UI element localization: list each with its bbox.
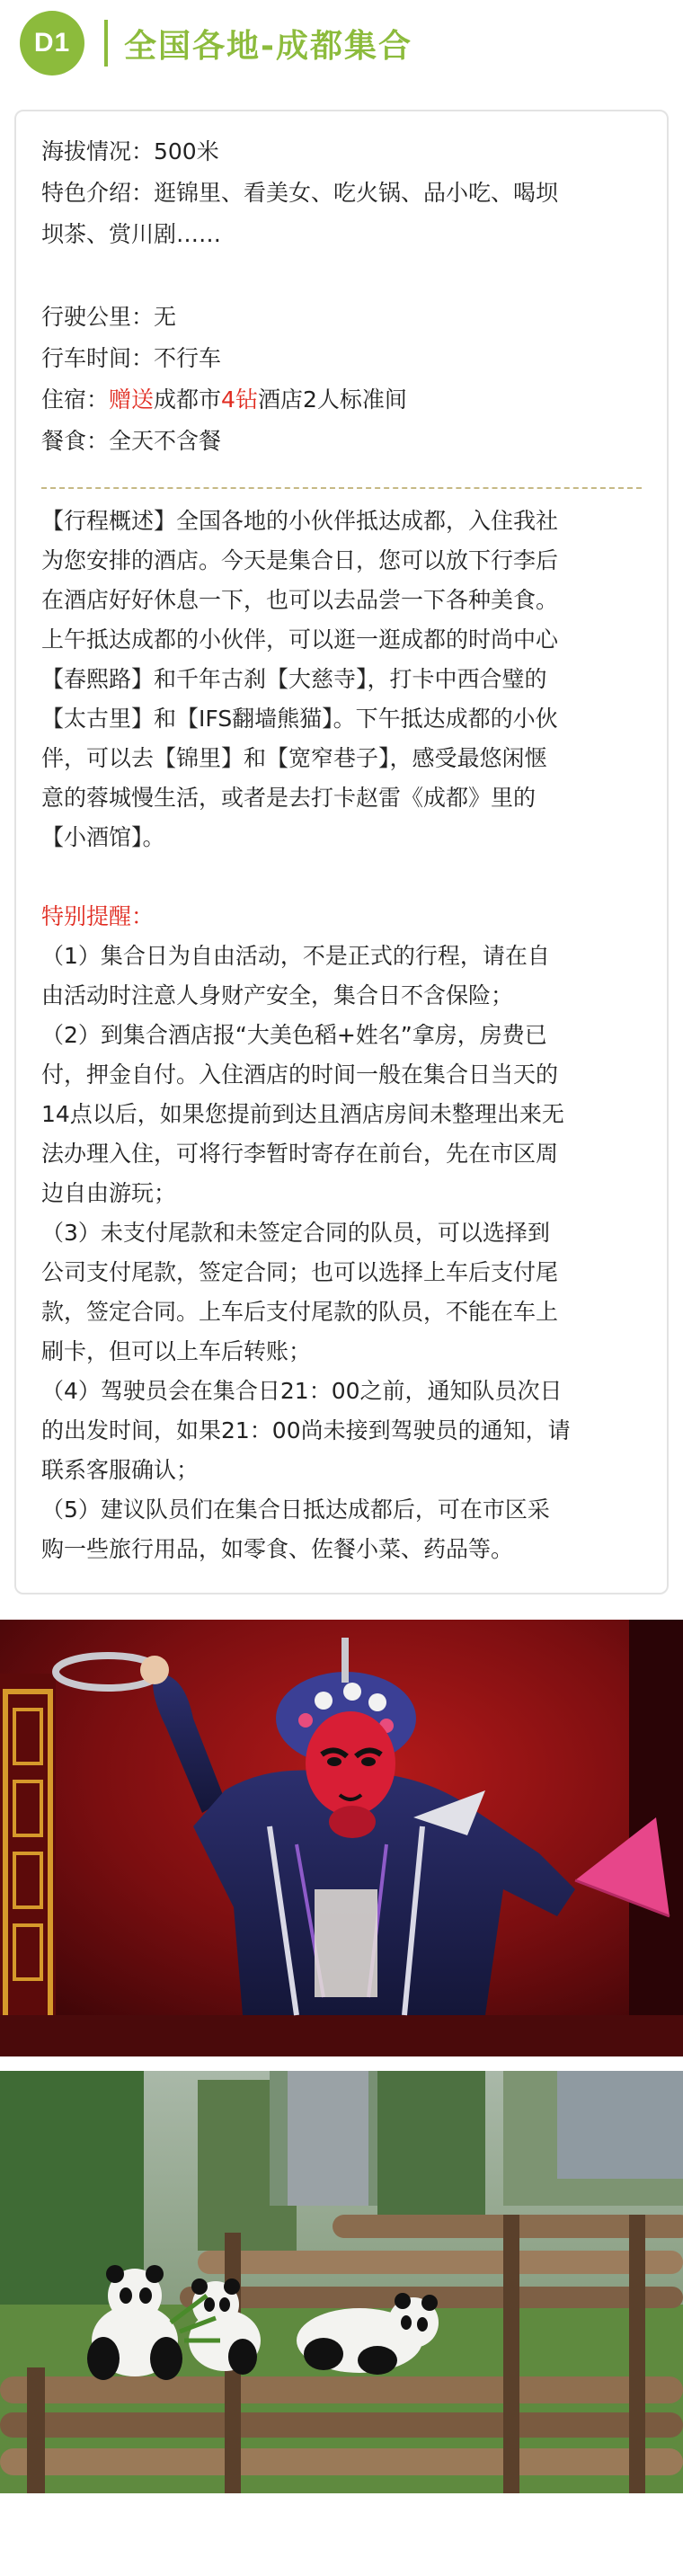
- reminder-line: （3）未支付尾款和未签定合同的队员，可以选择到: [41, 1220, 550, 1246]
- reminder-line: （5）建议队员们在集合日抵达成都后，可在市区采: [41, 1497, 550, 1523]
- reminder-line: 购一些旅行用品，如零食、佐餐小菜、药品等。: [41, 1536, 514, 1562]
- reminder-line: 刷卡，但可以上车后转账；: [41, 1338, 312, 1364]
- overview-line: 意的蓉城慢生活，或者是去打卡赵雷《成都》里的: [41, 785, 537, 811]
- info-section: [41, 111, 642, 462]
- overview-line: 【春熙路】和千年古刹【大慈寺】，打卡中西合璧的: [41, 666, 547, 692]
- reminder-line: 联系客服确认；: [41, 1457, 200, 1483]
- drive-time-line: 行车时间：不行车: [41, 345, 222, 371]
- reminder-line: 边自由游玩；: [41, 1180, 177, 1206]
- reminder-line: 由活动时注意人身财产安全，集合日不含保险；: [41, 982, 514, 1008]
- lodging-line: 住宿：赠送成都市4钻酒店2人标准间: [41, 386, 407, 413]
- day-badge: D1: [20, 11, 84, 76]
- giant-panda-photo: [0, 2071, 683, 2493]
- distance-line: 行驶公里：无: [41, 304, 177, 330]
- lodging-gift-highlight: 赠送: [109, 386, 155, 413]
- overview-line: 为您安排的酒店。今天是集合日，您可以放下行李后: [41, 547, 559, 573]
- overview-line: 上午抵达成都的小伙伴，可以逛一逛成都的时尚中心: [41, 626, 559, 653]
- dashed-divider: [41, 487, 642, 489]
- overview-paragraph: [41, 502, 642, 857]
- day-title: 全国各地-成都集合: [124, 27, 412, 65]
- reminder-line: （4）驾驶员会在集合日21：00之前，通知队员次日: [41, 1378, 563, 1404]
- overview-line: 【太古里】和【IFS翻墙熊猫】。下午抵达成都的小伙: [41, 706, 558, 732]
- reminder-line: 14点以后，如果您提前到达且酒店房间未整理出来无: [41, 1101, 564, 1127]
- overview-line: 伴，可以去【锦里】和【宽窄巷子】，感受最悠闲惬: [41, 745, 547, 771]
- features-line-2: 坝茶、赏川剧……: [41, 221, 222, 247]
- reminder-line: （2）到集合酒店报“大美色稻+姓名”拿房，房费已: [41, 1022, 547, 1048]
- overview-line: 在酒店好好休息一下，也可以去品尝一下各种美食。: [41, 587, 559, 613]
- reminder-line: 的出发时间，如果21：00尚未接到驾驶员的通知，请: [41, 1417, 571, 1443]
- reminder-line: 付，押金自付。入住酒店的时间一般在集合日当天的: [41, 1061, 559, 1088]
- reminder-line: 公司支付尾款，签定合同；也可以选择上车后支付尾: [41, 1259, 559, 1285]
- itinerary-card: [14, 110, 669, 1594]
- features-line-1: 特色介绍：逛锦里、看美女、吃火锅、品小吃、喝坝: [41, 180, 559, 206]
- sichuan-opera-photo: [0, 1620, 683, 2056]
- reminder-paragraph: [41, 937, 642, 1569]
- reminder-line: 法办理入住，可将行李暂时寄存在前台，先在市区周: [41, 1141, 559, 1167]
- reminder-title: 特别提醒：: [41, 903, 155, 929]
- overview-line: 【行程概述】全国各地的小伙伴抵达成都，入住我社: [41, 508, 559, 534]
- reminder-line: （1）集合日为自由活动，不是正式的行程，请在自: [41, 943, 550, 969]
- altitude-line: 海拔情况：500米: [41, 138, 219, 164]
- lodging-stars-highlight: 4钻: [221, 386, 258, 413]
- meals-line: 餐食：全天不含餐: [41, 428, 222, 454]
- reminder-line: 款，签定合同。上车后支付尾款的队员，不能在车上: [41, 1299, 559, 1325]
- overview-line: 【小酒馆】。: [41, 824, 165, 850]
- day-header: [0, 0, 683, 86]
- header-divider: [104, 20, 108, 67]
